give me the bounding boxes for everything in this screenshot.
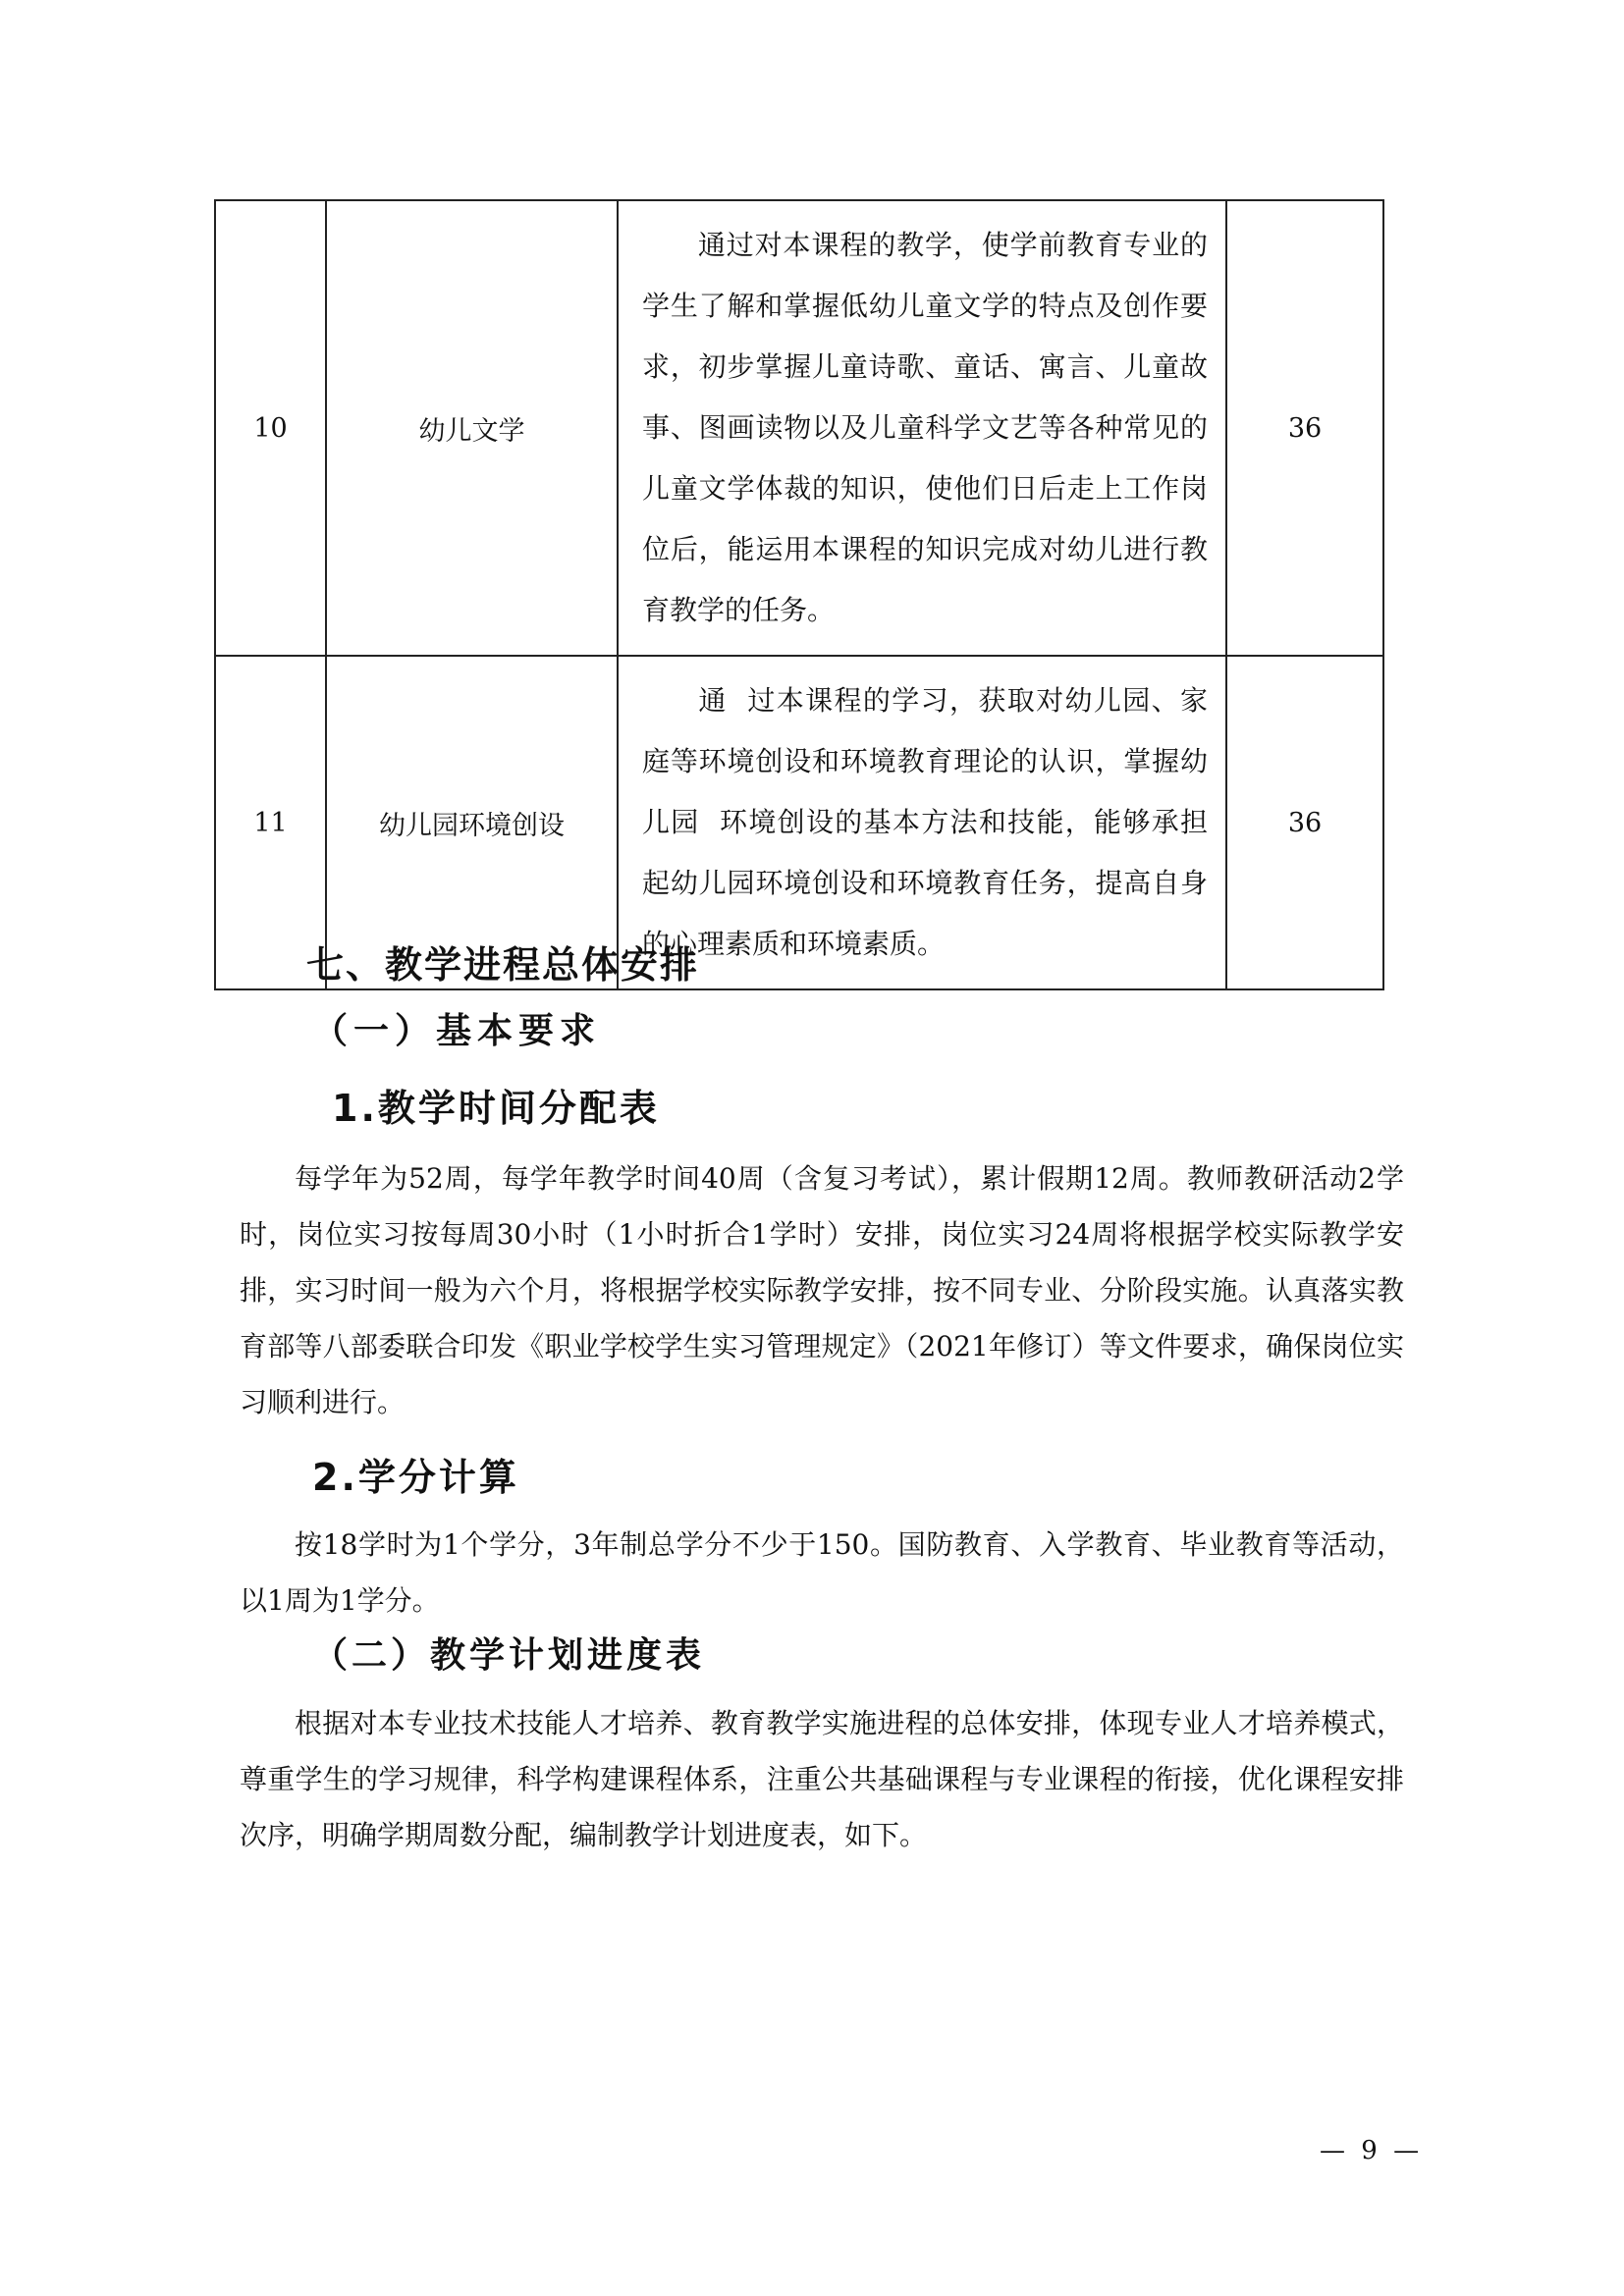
table-row <box>215 200 1383 656</box>
subsection-heading: （一）基本要求 <box>312 1010 602 1051</box>
subsection-heading: （二）教学计划进度表 <box>312 1634 706 1676</box>
course-name: 幼儿文学 <box>326 200 618 656</box>
item-heading: 1.教学时间分配表 <box>332 1087 660 1130</box>
course-description-text: 通过对本课程的教学，使学前教育专业的学生了解和掌握低幼儿童文学的特点及创作要求，初步掌握儿童诗歌、童话、寓言、儿童故事、图画读物以及儿童科学文艺等各种常见的儿童文学体裁的知识，使他们日后走上工作岗位后，能运用本课程的知识完成对幼儿进行教育教学的任务。 <box>642 229 1208 626</box>
course-hours: 36 <box>1226 200 1383 656</box>
course-number: 10 <box>215 200 326 656</box>
page-number: — 9 — <box>1320 2136 1424 2165</box>
course-description <box>618 200 1226 656</box>
paragraph-credit-calculation: 按18学时为1个学分，3年制总学分不少于150。国防教育、入学教育、毕业教育等活动，以1周为1学分。 <box>240 1528 1404 1617</box>
item-heading: 2.学分计算 <box>312 1456 519 1499</box>
course-description <box>618 656 1226 989</box>
section-heading: 七、教学进程总体安排 <box>306 943 700 987</box>
course-name: 幼儿园环境创设 <box>326 656 618 989</box>
course-number: 11 <box>215 656 326 989</box>
course-table <box>214 199 1384 990</box>
course-description-text: 通 过本课程的学习，获取对幼儿园、家庭等环境创设和环境教育理论的认识，掌握幼儿园 环境创设的基本方法和技能，能够承担起幼儿园环境创设和环境教育任务，提高自身的心理素质和环境素质。 <box>642 684 1208 960</box>
course-hours: 36 <box>1226 656 1383 989</box>
paragraph-teaching-plan: 根据对本专业技术技能人才培养、教育教学实施进程的总体安排，体现专业人才培养模式，尊重学生的学习规律，科学构建课程体系，注重公共基础课程与专业课程的衔接，优化课程安排次序，明确学期周数分配，编制教学计划进度表，如下。 <box>240 1707 1404 1851</box>
paragraph-time-allocation: 每学年为52周，每学年教学时间40周（含复习考试），累计假期12周。教师教研活动2学时，岗位实习按每周30小时（1小时折合1学时）安排，岗位实习24周将根据学校实际教学安排，实习时间一般为六个月，将根据学校实际教学安排，按不同专业、分阶段实施。认真落实教育部等八部委联合印发《职业学校学生实习管理规定》（2021年修订）等文件要求，确保岗位实习顺利进行。 <box>240 1162 1404 1418</box>
